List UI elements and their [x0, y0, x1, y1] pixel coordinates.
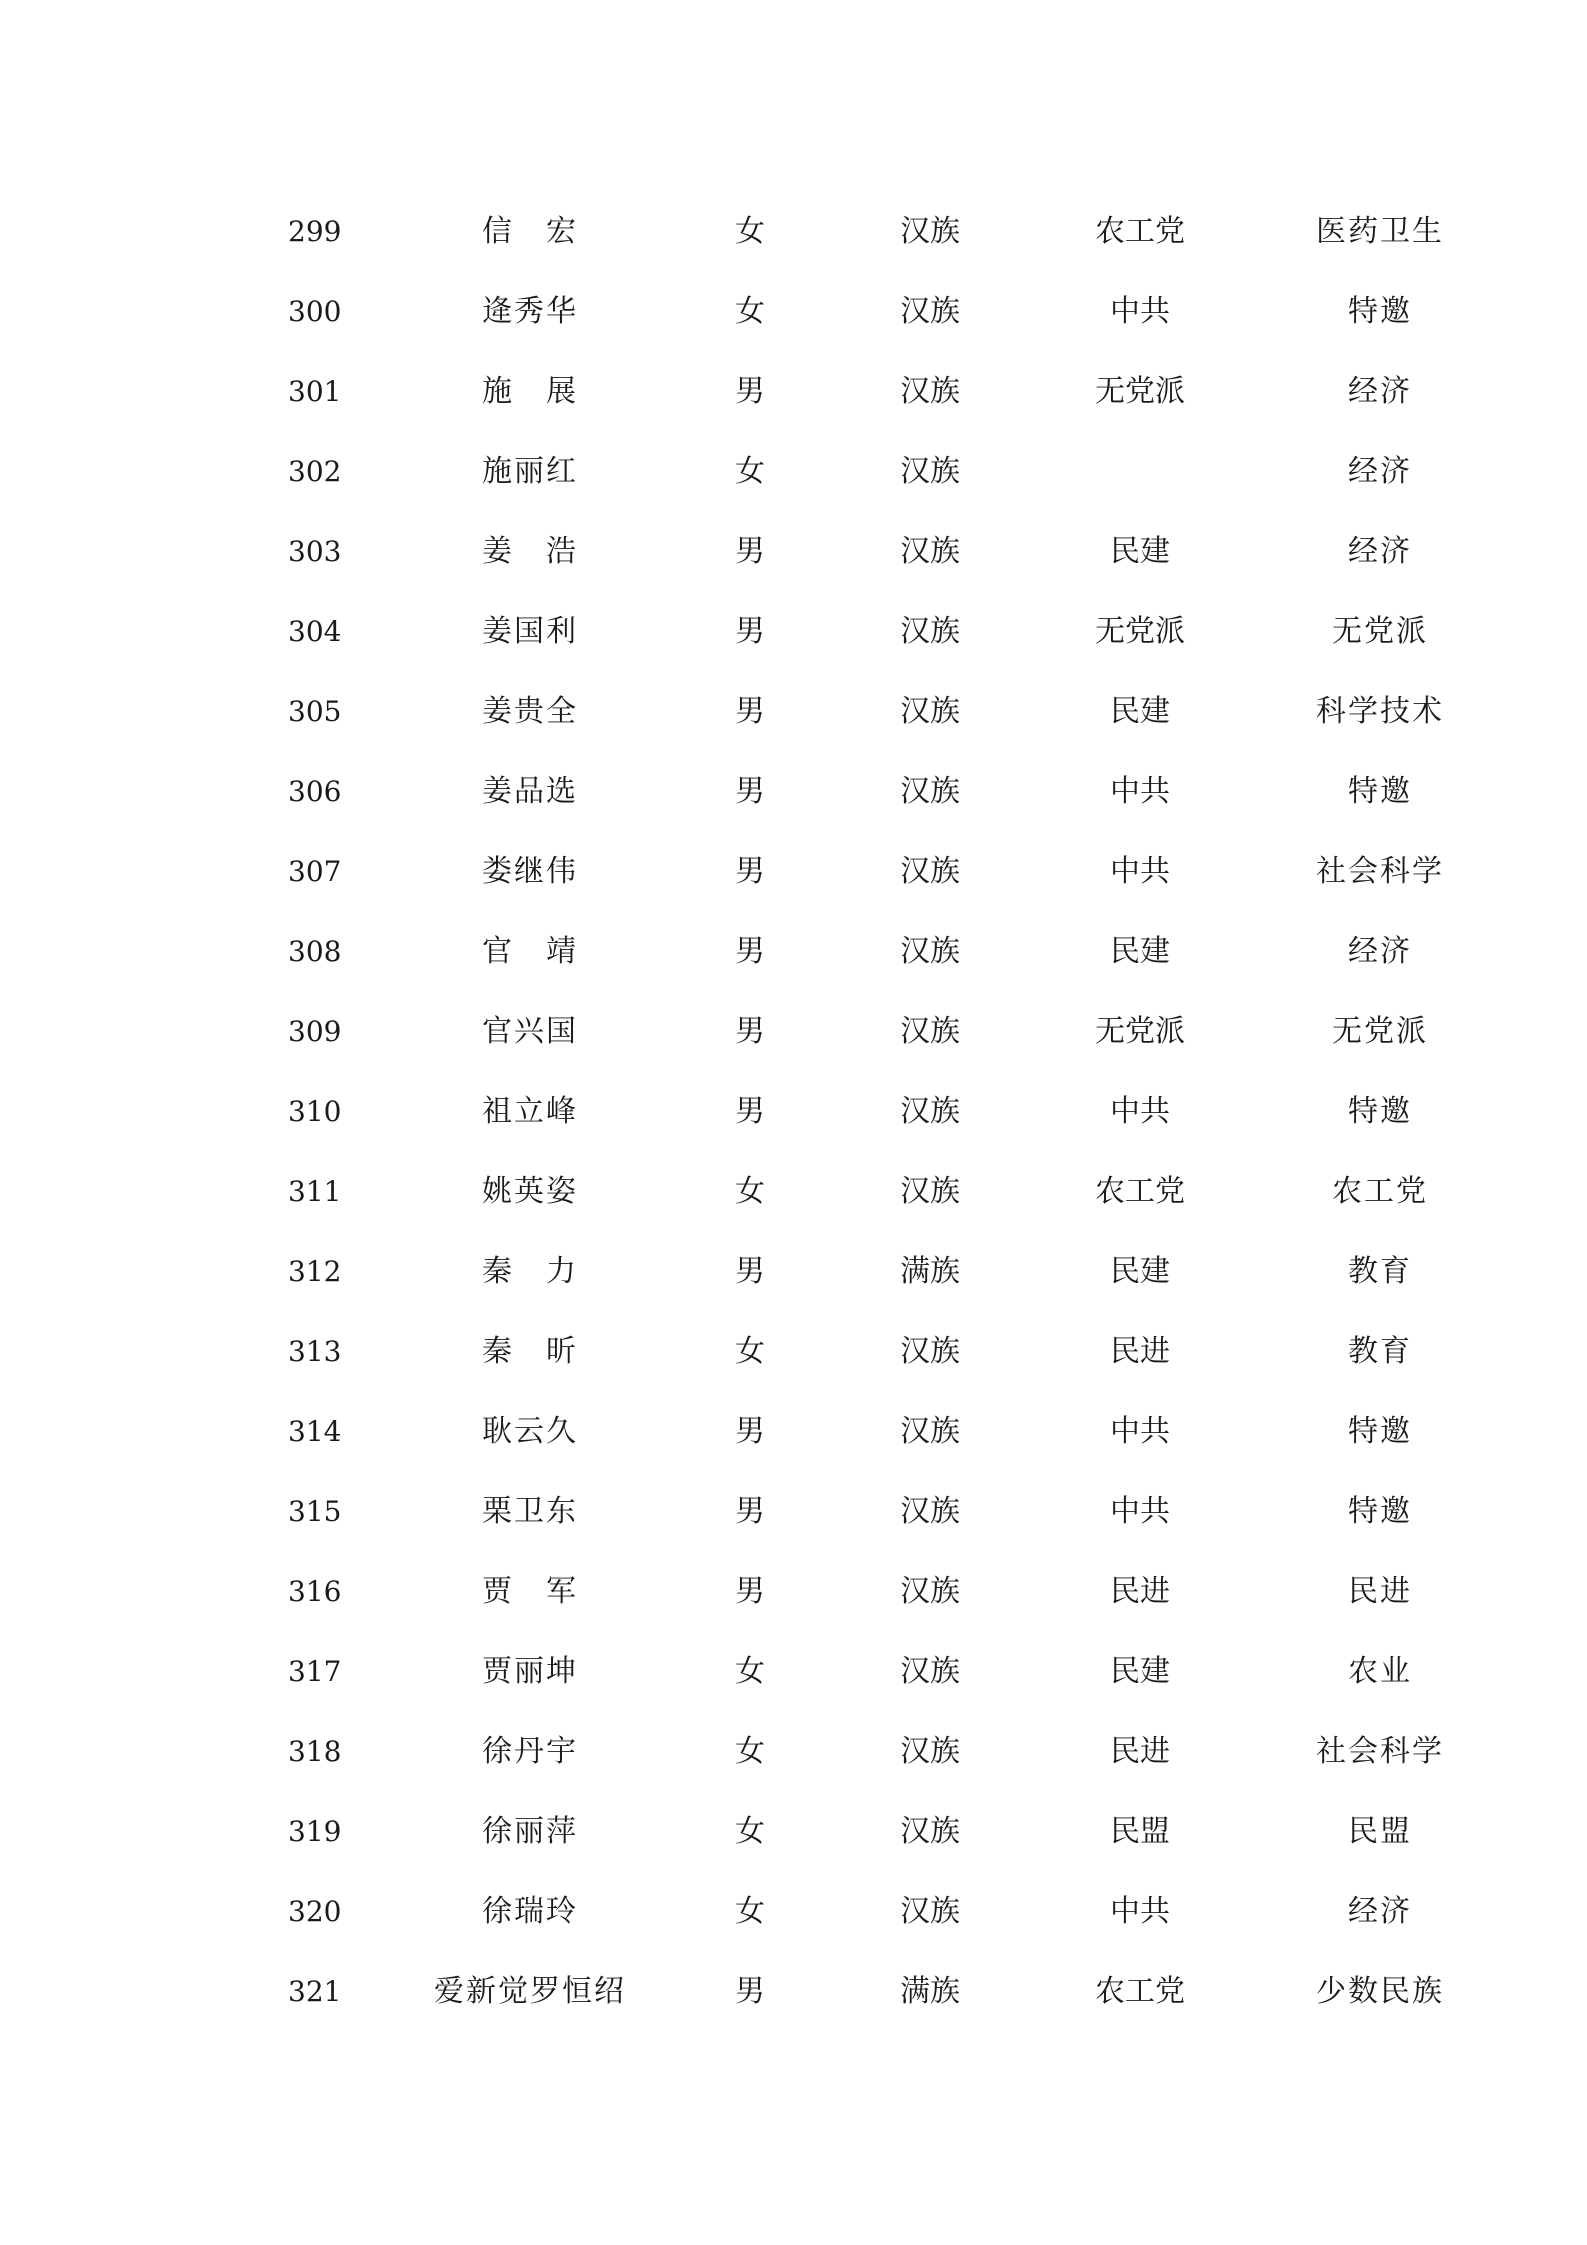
member-name: 贾 军: [482, 1574, 578, 1609]
member-gender: 男: [735, 694, 765, 729]
member-sector: 教育: [1348, 1334, 1412, 1369]
row-number: 301: [288, 375, 342, 408]
member-name: 逄秀华: [482, 294, 578, 329]
member-name: 信 宏: [482, 214, 578, 249]
member-gender: 男: [735, 1094, 765, 1129]
row-number: 313: [288, 1335, 342, 1368]
member-sector: 经济: [1348, 454, 1412, 489]
member-ethnicity: 汉族: [900, 614, 960, 649]
member-party: 中共: [1110, 774, 1170, 809]
member-name: 姚英姿: [482, 1174, 578, 1209]
member-sector: 无党派: [1332, 1014, 1428, 1049]
row-number: 302: [288, 455, 342, 488]
member-name: 姜贵全: [482, 694, 578, 729]
member-ethnicity: 汉族: [900, 1814, 960, 1849]
member-ethnicity: 满族: [900, 1974, 960, 2009]
row-number: 304: [288, 615, 342, 648]
member-gender: 男: [735, 854, 765, 889]
member-gender: 女: [735, 214, 765, 249]
member-sector: 经济: [1348, 1894, 1412, 1929]
table-row: [240, 1232, 1412, 1312]
member-ethnicity: 汉族: [900, 1334, 960, 1369]
member-sector: 农工党: [1332, 1174, 1428, 1209]
member-sector: 医药卫生: [1316, 214, 1444, 249]
member-ethnicity: 汉族: [900, 1894, 960, 1929]
member-gender: 女: [735, 1814, 765, 1849]
member-ethnicity: 汉族: [900, 1174, 960, 1209]
member-gender: 男: [735, 1014, 765, 1049]
table-row: [240, 272, 1412, 352]
member-party: 民建: [1110, 1654, 1170, 1689]
member-party: 民盟: [1110, 1814, 1170, 1849]
member-gender: 女: [735, 454, 765, 489]
member-sector: 民进: [1348, 1574, 1412, 1609]
member-name: 秦 力: [482, 1254, 578, 1289]
member-sector: 经济: [1348, 374, 1412, 409]
member-ethnicity: 汉族: [900, 294, 960, 329]
member-gender: 男: [735, 374, 765, 409]
member-sector: 农业: [1348, 1654, 1412, 1689]
member-sector: 社会科学: [1316, 854, 1444, 889]
member-name: 栗卫东: [482, 1494, 578, 1529]
table-row: [240, 192, 1444, 272]
member-gender: 女: [735, 1894, 765, 1929]
member-name: 爱新觉罗恒绍: [434, 1974, 626, 2009]
row-number: 311: [288, 1175, 342, 1208]
table-row: [240, 1872, 1412, 1952]
member-sector: 经济: [1348, 534, 1412, 569]
member-ethnicity: 汉族: [900, 1494, 960, 1529]
member-party: 无党派: [1095, 1014, 1185, 1049]
member-gender: 女: [735, 1334, 765, 1369]
table-row: [240, 352, 1412, 432]
member-gender: 男: [735, 534, 765, 569]
table-row: [240, 1472, 1412, 1552]
member-roster-table: [240, 192, 1444, 2032]
table-row: [240, 992, 1428, 1072]
member-sector: 特邀: [1348, 774, 1412, 809]
member-name: 徐丹宇: [482, 1734, 578, 1769]
table-row: [240, 592, 1428, 672]
member-party: 中共: [1110, 1094, 1170, 1129]
member-gender: 男: [735, 614, 765, 649]
member-name: 徐丽萍: [482, 1814, 578, 1849]
member-party: 民进: [1110, 1574, 1170, 1609]
member-name: 徐瑞玲: [482, 1894, 578, 1929]
table-row: [240, 432, 1412, 512]
member-party: 农工党: [1095, 1174, 1185, 1209]
row-number: 309: [288, 1015, 342, 1048]
member-sector: 特邀: [1348, 1494, 1412, 1529]
member-party: 民建: [1110, 934, 1170, 969]
member-party: 中共: [1110, 1494, 1170, 1529]
table-row: [240, 1712, 1444, 1792]
row-number: 317: [288, 1655, 342, 1688]
row-number: 312: [288, 1255, 342, 1288]
table-row: [240, 832, 1444, 912]
table-row: [240, 512, 1412, 592]
row-number: 321: [288, 1975, 342, 2008]
member-ethnicity: 满族: [900, 1254, 960, 1289]
table-row: [240, 672, 1444, 752]
row-number: 316: [288, 1575, 342, 1608]
member-sector: 特邀: [1348, 1414, 1412, 1449]
member-sector: 社会科学: [1316, 1734, 1444, 1769]
member-party: 民进: [1110, 1334, 1170, 1369]
row-number: 303: [288, 535, 342, 568]
table-row: [240, 1392, 1412, 1472]
row-number: 308: [288, 935, 342, 968]
member-ethnicity: 汉族: [900, 1414, 960, 1449]
table-row: [240, 1952, 1444, 2032]
member-party: 农工党: [1095, 214, 1185, 249]
member-ethnicity: 汉族: [900, 1654, 960, 1689]
member-party: 无党派: [1095, 374, 1185, 409]
member-party: 中共: [1110, 1894, 1170, 1929]
member-name: 姜 浩: [482, 534, 578, 569]
member-ethnicity: 汉族: [900, 774, 960, 809]
member-gender: 男: [735, 1494, 765, 1529]
table-row: [240, 1072, 1412, 1152]
row-number: 320: [288, 1895, 342, 1928]
member-sector: 教育: [1348, 1254, 1412, 1289]
member-ethnicity: 汉族: [900, 934, 960, 969]
member-gender: 男: [735, 1974, 765, 2009]
member-ethnicity: 汉族: [900, 854, 960, 889]
member-party: 民建: [1110, 1254, 1170, 1289]
member-name: 秦 昕: [482, 1334, 578, 1369]
member-gender: 男: [735, 1414, 765, 1449]
member-name: 耿云久: [482, 1414, 578, 1449]
row-number: 300: [288, 295, 342, 328]
table-row: [240, 1152, 1428, 1232]
member-gender: 男: [735, 1254, 765, 1289]
row-number: 315: [288, 1495, 342, 1528]
row-number: 318: [288, 1735, 342, 1768]
member-gender: 女: [735, 1174, 765, 1209]
member-party: 中共: [1110, 294, 1170, 329]
row-number: 319: [288, 1815, 342, 1848]
member-gender: 男: [735, 1574, 765, 1609]
member-name: 祖立峰: [482, 1094, 578, 1129]
member-ethnicity: 汉族: [900, 534, 960, 569]
member-party: 中共: [1110, 1414, 1170, 1449]
member-ethnicity: 汉族: [900, 1014, 960, 1049]
member-gender: 女: [735, 1734, 765, 1769]
member-sector: 特邀: [1348, 294, 1412, 329]
member-gender: 女: [735, 1654, 765, 1689]
row-number: 307: [288, 855, 342, 888]
member-sector: 无党派: [1332, 614, 1428, 649]
member-party: 无党派: [1095, 614, 1185, 649]
member-name: 姜国利: [482, 614, 578, 649]
member-name: 官兴国: [482, 1014, 578, 1049]
member-sector: 特邀: [1348, 1094, 1412, 1129]
member-ethnicity: 汉族: [900, 214, 960, 249]
row-number: 299: [288, 215, 342, 248]
member-name: 娄继伟: [482, 854, 578, 889]
member-party: 民进: [1110, 1734, 1170, 1769]
table-row: [240, 1632, 1412, 1712]
row-number: 305: [288, 695, 342, 728]
member-ethnicity: 汉族: [900, 374, 960, 409]
table-row: [240, 1552, 1412, 1632]
table-row: [240, 752, 1412, 832]
member-gender: 女: [735, 294, 765, 329]
row-number: 314: [288, 1415, 342, 1448]
row-number: 306: [288, 775, 342, 808]
member-name: 姜品选: [482, 774, 578, 809]
member-party: 民建: [1110, 534, 1170, 569]
member-ethnicity: 汉族: [900, 694, 960, 729]
table-row: [240, 1312, 1412, 1392]
member-name: 施 展: [482, 374, 578, 409]
member-gender: 男: [735, 934, 765, 969]
member-party: 农工党: [1095, 1974, 1185, 2009]
table-row: [240, 912, 1412, 992]
member-name: 施丽红: [482, 454, 578, 489]
member-sector: 经济: [1348, 934, 1412, 969]
member-sector: 少数民族: [1316, 1974, 1444, 2009]
member-ethnicity: 汉族: [900, 1734, 960, 1769]
table-row: [240, 1792, 1412, 1872]
member-party: 民建: [1110, 694, 1170, 729]
member-ethnicity: 汉族: [900, 1094, 960, 1129]
member-party: 中共: [1110, 854, 1170, 889]
member-sector: 科学技术: [1316, 694, 1444, 729]
member-sector: 民盟: [1348, 1814, 1412, 1849]
member-name: 贾丽坤: [482, 1654, 578, 1689]
row-number: 310: [288, 1095, 342, 1128]
member-name: 官 靖: [482, 934, 578, 969]
member-ethnicity: 汉族: [900, 454, 960, 489]
member-gender: 男: [735, 774, 765, 809]
member-ethnicity: 汉族: [900, 1574, 960, 1609]
